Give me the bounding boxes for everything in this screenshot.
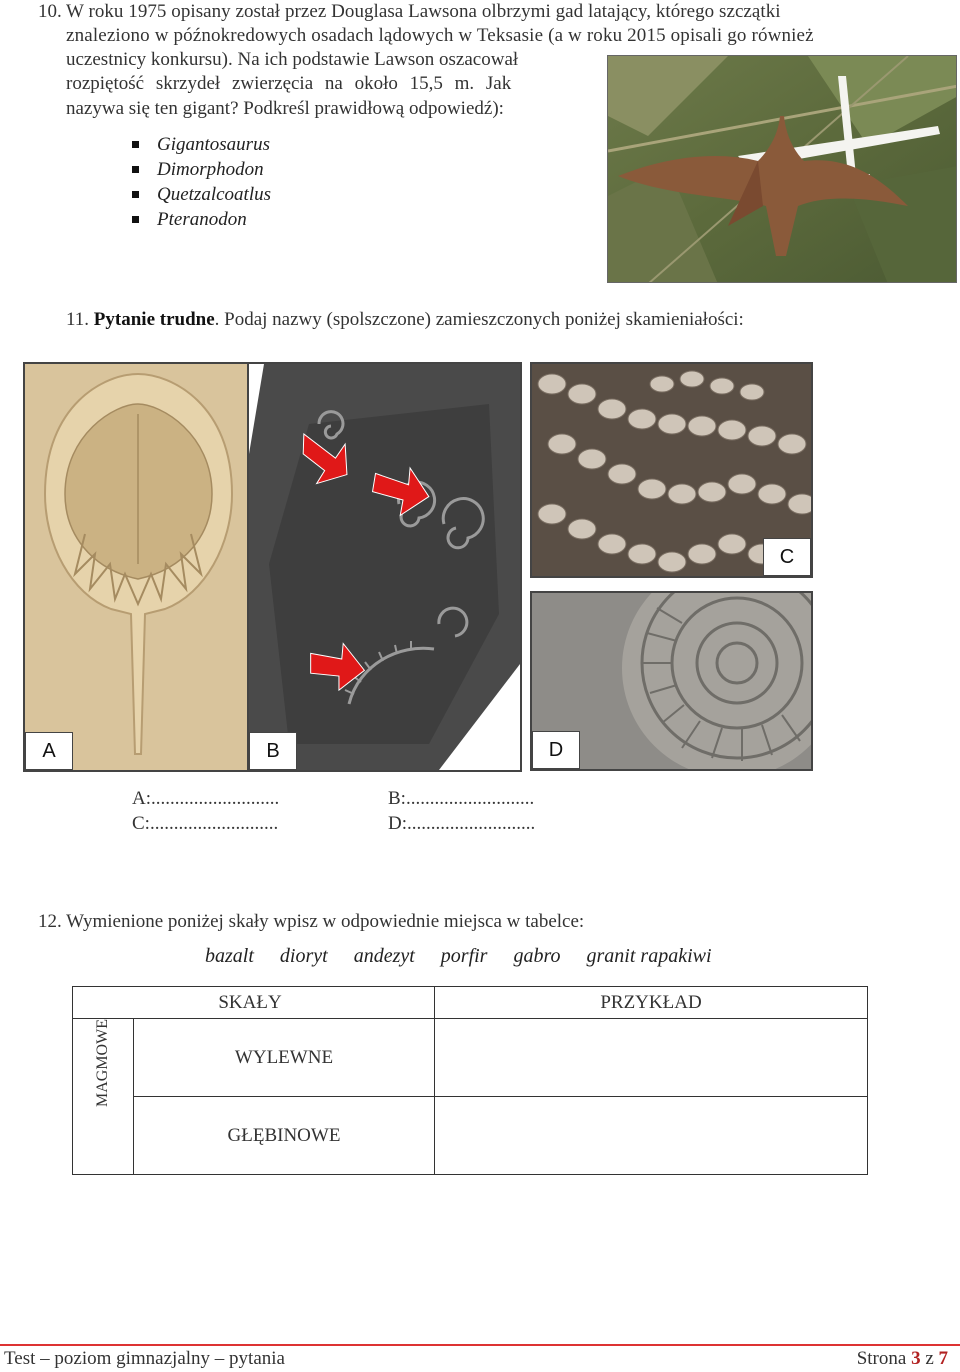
answer-d[interactable]: D:........................... [388, 813, 536, 834]
question-11 [66, 309, 744, 331]
fossil-photo-c [530, 362, 813, 578]
rock-item: andezyt [353, 945, 415, 967]
row-wylewne-answer[interactable] [435, 1019, 868, 1097]
question-line: nazywa się ten gigant? Podkreśl prawidłową odpowiedź): [66, 98, 504, 119]
answer-option[interactable] [132, 207, 271, 232]
option-label: Quetzalcoatlus [157, 184, 271, 205]
group-magmowe: MAGMOWE [73, 1019, 134, 1175]
option-label: Gigantosaurus [157, 134, 270, 155]
bullet-icon [132, 166, 139, 173]
answer-option[interactable] [132, 132, 271, 157]
question-line: rozpiętość skrzydeł zwierzęcia na około 15,5 m. Jak [66, 73, 512, 94]
option-label: Dimorphodon [157, 159, 264, 180]
answer-a[interactable]: A:........................... [132, 788, 280, 809]
footer-title: Test – poziom gimnazjalny – pytania [4, 1348, 285, 1369]
footer-divider [0, 1344, 960, 1346]
header-skaly: SKAŁY [73, 987, 435, 1019]
label-c: C [763, 538, 811, 576]
question-line: W roku 1975 opisany został przez Douglasa Lawsona olbrzymi gad latający, którego szczątki [66, 1, 781, 22]
rock-item: gabro [513, 945, 561, 967]
rock-item: granit rapakiwi [586, 945, 712, 967]
bullet-icon [132, 141, 139, 148]
row-glebinowe-label: GŁĘBINOWE [134, 1097, 435, 1175]
bullet-icon [132, 191, 139, 198]
answer-option[interactable] [132, 157, 271, 182]
question-line: uczestnicy konkursu). Na ich podstawie Lawson oszacował [66, 49, 519, 70]
header-przyklad: PRZYKŁAD [435, 987, 868, 1019]
answer-c[interactable]: C:........................... [132, 813, 279, 834]
option-label: Pteranodon [157, 209, 247, 230]
label-d: D [532, 731, 580, 769]
question-line: znaleziono w późnokredowych osadach lądowych w Teksasie (a w roku 2015 opisali go również [66, 25, 814, 46]
fossil-photo-b [247, 362, 522, 772]
rock-table [72, 986, 868, 1175]
pterosaur-photo [607, 55, 957, 283]
question-12: 12. Wymienione poniżej skały wpisz w odpowiednie miejsca w tabelce: [38, 911, 585, 932]
answer-options [132, 132, 271, 232]
question-emphasis: Pytanie trudne [93, 309, 215, 330]
row-wylewne-label: WYLEWNE [134, 1019, 435, 1097]
fossil-photo-a [23, 362, 250, 772]
fossil-photo-d [530, 591, 813, 771]
page-number: Strona 3 z 7 [856, 1348, 948, 1369]
rock-item: dioryt [279, 945, 328, 967]
question-text: . Podaj nazwy (spolszczone) zamieszczonych poniżej skamieniałości: [214, 309, 744, 330]
rock-item: bazalt [205, 945, 254, 967]
rock-list [205, 945, 712, 968]
question-number: 11. [66, 309, 90, 330]
bullet-icon [132, 216, 139, 223]
answer-b[interactable]: B:........................... [388, 788, 535, 809]
question-number: 10. [38, 1, 62, 22]
row-glebinowe-answer[interactable] [435, 1097, 868, 1175]
label-b: B [249, 732, 297, 770]
label-a: A [25, 732, 73, 770]
rock-item: porfir [440, 945, 488, 967]
answer-option[interactable] [132, 182, 271, 207]
